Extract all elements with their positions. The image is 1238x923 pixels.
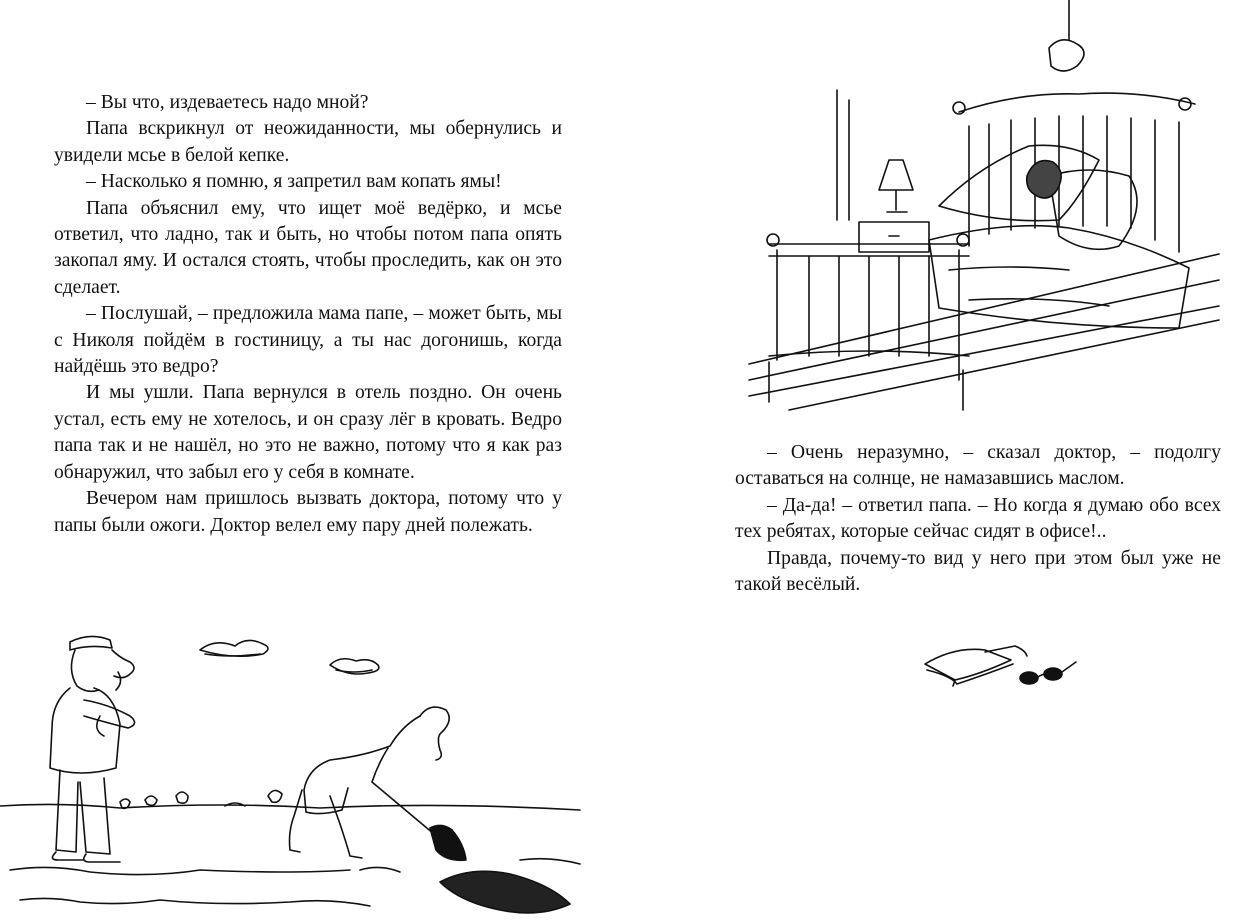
right-page	[619, 0, 1238, 923]
paragraph: Папа вскрикнул от неожиданности, мы обернулись и увидели мсье в белой кепке.	[54, 118, 562, 166]
paragraph: – Да-да! – ответил папа. – Но когда я думаю обо всех тех ребятах, которые сейчас сидят в офисе!..	[735, 494, 1221, 543]
paragraph: – Вы что, издеваетесь надо мной?	[86, 92, 369, 113]
paragraph: И мы ушли. Папа вернулся в отель поздно. Он очень устал, есть ему не хотелось, и он сразу лёг в кровать. Ведро папа так и не нашёл, но это не важно, потому что я как раз обнаружил, что забыл его у себя в комнате.	[54, 382, 562, 483]
right-page-text	[735, 440, 1221, 598]
book-and-glasses-illustration	[919, 630, 1099, 700]
beach-digging-illustration	[0, 620, 619, 923]
left-page-text	[54, 90, 562, 539]
paragraph: Вечером нам пришлось вызвать доктора, потому что у папы были ожоги. Доктор велел ему пару дней полежать.	[54, 488, 562, 536]
papa-in-bed-illustration	[749, 0, 1229, 410]
paragraph: Правда, почему-то вид у него при этом был уже не такой весёлый.	[735, 547, 1221, 596]
paragraph: – Очень неразумно, – сказал доктор, – подолгу оставаться на солнце, не намазавшись маслом.	[735, 442, 1221, 490]
paragraph: Папа объяснил ему, что ищет моё ведёрко, и мсье ответил, что ладно, так и быть, но чтобы потом папа опять закопал яму. И остался стоять, чтобы проследить, как он это сделает.	[54, 197, 562, 298]
paragraph: – Послушай, – предложила мама папе, – может быть, мы с Николя пойдём в гостиницу, а ты нас догонишь, когда найдёшь это ведро?	[54, 303, 562, 378]
paragraph: – Насколько я помню, я запретил вам копать ямы!	[86, 171, 502, 193]
